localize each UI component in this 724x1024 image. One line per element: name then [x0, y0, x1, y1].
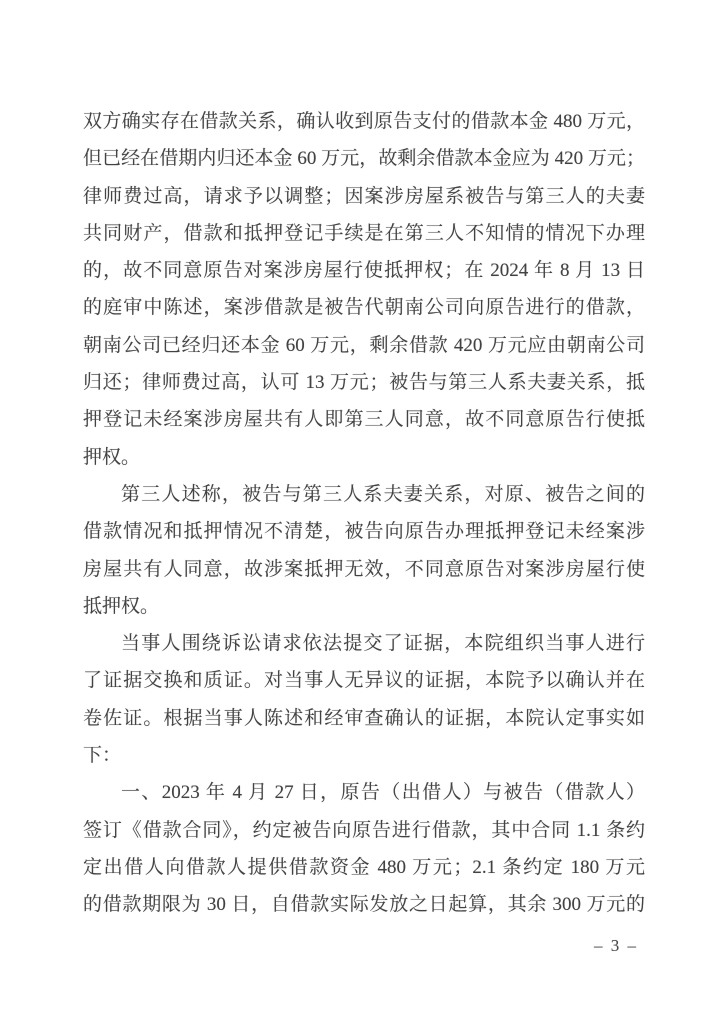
text-line: 下：: [83, 745, 122, 767]
text-line: 卷佐证。根据当事人陈述和经审查确认的证据，本院认定事实如: [83, 707, 645, 729]
text-line: 的，故不同意原告对案涉房屋行使抵押权；在 2024 年 8 月 13 日: [83, 260, 645, 282]
text-line: 定出借人向借款人提供借款资金 480 万元；2.1 条约定 180 万元: [83, 856, 645, 878]
text-line: 共同财产，借款和抵押登记手续是在第三人不知情的情况下办理: [83, 222, 645, 244]
text-line: 房屋共有人同意，故涉案抵押无效，不同意原告对案涉房屋行使: [83, 558, 645, 580]
text-line: 律师费过高，请求予以调整；因案涉房屋系被告与第三人的夫妻: [83, 185, 645, 207]
text-line: 押登记未经案涉房屋共有人即第三人同意，故不同意原告行使抵: [83, 409, 645, 431]
text-line: 第三人述称，被告与第三人系夫妻关系，对原、被告之间的: [121, 483, 645, 505]
text-line: 但已经在借期内归还本金 60 万元，故剩余借款本金应为 420 万元；: [83, 148, 645, 170]
text-line: 押权。: [83, 446, 141, 468]
text-line: 归还；律师费过高，认可 13 万元；被告与第三人系夫妻关系，抵: [83, 372, 645, 394]
text-line: 的庭审中陈述，案涉借款是被告代朝南公司向原告进行的借款，: [83, 297, 645, 319]
page-number: – 3 –: [594, 936, 638, 955]
text-line: 朝南公司已经归还本金 60 万元，剩余借款 420 万元应由朝南公司: [83, 334, 645, 356]
text-line: 的借款期限为 30 日，自借款实际发放之日起算，其余 300 万元的: [83, 894, 645, 916]
text-line: 签订《借款合同》，约定被告向原告进行借款，其中合同 1.1 条约: [83, 819, 645, 841]
text-line: 双方确实存在借款关系，确认收到原告支付的借款本金 480 万元，: [83, 111, 645, 132]
text-line: 了证据交换和质证。对当事人无异议的证据，本院予以确认并在: [83, 670, 645, 692]
document-body: [83, 103, 645, 924]
text-line: 抵押权。: [83, 595, 160, 617]
text-line: 一、2023 年 4 月 27 日，原告（出借人）与被告（借款人）: [121, 782, 645, 804]
text-line: 当事人围绕诉讼请求依法提交了证据，本院组织当事人进行: [121, 633, 645, 655]
text-line: 借款情况和抵押情况不清楚，被告向原告办理抵押登记未经案涉: [83, 521, 645, 543]
